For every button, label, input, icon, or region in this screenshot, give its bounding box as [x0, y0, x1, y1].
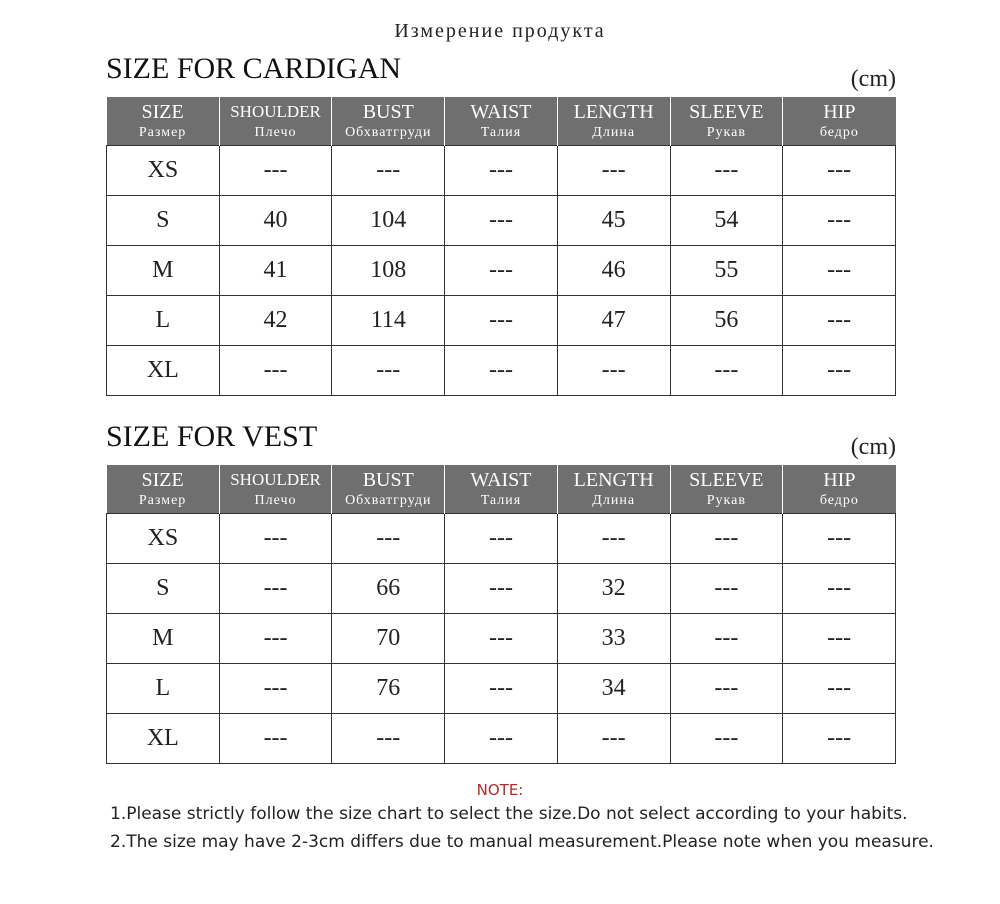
measurement-cell: ---	[557, 714, 670, 764]
column-header-en: SLEEVE	[689, 101, 764, 123]
section-header	[106, 420, 896, 465]
measurement-cell: ---	[332, 146, 445, 196]
measurement-cell: ---	[332, 514, 445, 564]
vest-section	[106, 420, 896, 764]
size-cell: XL	[107, 714, 220, 764]
column-header-bust	[332, 465, 445, 514]
measurement-cell: 55	[670, 246, 783, 296]
column-header-sleeve	[670, 465, 783, 514]
column-header-hip	[783, 97, 896, 146]
measurement-cell: ---	[783, 664, 896, 714]
column-header-size	[107, 465, 220, 514]
column-header-ru: Талия	[480, 125, 522, 140]
table-body	[107, 146, 896, 396]
measurement-cell: ---	[219, 664, 332, 714]
column-header-waist	[445, 97, 558, 146]
measurement-cell: ---	[445, 296, 558, 346]
measurement-cell: ---	[445, 564, 558, 614]
measurement-cell: ---	[219, 614, 332, 664]
column-header-ru: Размер	[138, 125, 187, 140]
measurement-cell: 33	[557, 614, 670, 664]
measurement-cell: 66	[332, 564, 445, 614]
size-cell: M	[107, 614, 220, 664]
column-header-ru: Талия	[480, 493, 522, 508]
column-header-length	[557, 465, 670, 514]
column-header-en: SHOULDER	[230, 470, 321, 489]
measurement-cell: ---	[445, 514, 558, 564]
measurement-cell: ---	[445, 246, 558, 296]
measurement-cell: ---	[670, 514, 783, 564]
measurement-cell: ---	[557, 514, 670, 564]
measurement-cell: ---	[670, 614, 783, 664]
measurement-cell: ---	[783, 346, 896, 396]
measurement-cell: ---	[670, 146, 783, 196]
measurement-cell: ---	[219, 346, 332, 396]
measurement-cell: 46	[557, 246, 670, 296]
column-header-en: SLEEVE	[689, 469, 764, 491]
measurement-cell: ---	[670, 564, 783, 614]
measurement-cell: 47	[557, 296, 670, 346]
column-header-en: HIP	[823, 101, 856, 123]
column-header-ru: Обхватгруди	[345, 125, 432, 140]
note-line: 1.Please strictly follow the size chart to select the size.Do not select according to your habits.	[110, 804, 908, 824]
column-header-en: WAIST	[470, 101, 532, 123]
table-header-row	[107, 465, 896, 514]
column-header-ru: Длина	[592, 125, 636, 140]
table-row	[107, 714, 896, 764]
measurement-cell: 56	[670, 296, 783, 346]
measurement-cell: ---	[445, 614, 558, 664]
column-header-ru: Рукав	[706, 493, 746, 508]
column-header-ru: Рукав	[706, 125, 746, 140]
size-cell: XL	[107, 346, 220, 396]
measurement-cell: ---	[219, 146, 332, 196]
unit-label: (cm)	[850, 434, 896, 460]
column-header-ru: Размер	[138, 493, 187, 508]
note-title: NOTE:	[476, 781, 524, 799]
measurement-cell: ---	[445, 664, 558, 714]
column-header-en: WAIST	[470, 469, 532, 491]
measurement-cell: 70	[332, 614, 445, 664]
column-header-ru: Длина	[592, 493, 636, 508]
measurement-cell: 104	[332, 196, 445, 246]
measurement-cell: ---	[219, 714, 332, 764]
measurement-cell: ---	[783, 246, 896, 296]
measurement-cell: ---	[219, 564, 332, 614]
table-row	[107, 346, 896, 396]
section-title: SIZE FOR CARDIGAN	[106, 52, 402, 85]
measurement-cell: ---	[670, 714, 783, 764]
unit-label: (cm)	[850, 66, 896, 92]
column-header-ru: Плечо	[254, 125, 297, 140]
measurement-cell: ---	[332, 346, 445, 396]
measurement-cell: 41	[219, 246, 332, 296]
column-header-en: SHOULDER	[230, 102, 321, 121]
size-cell: L	[107, 296, 220, 346]
measurement-cell: 42	[219, 296, 332, 346]
column-header-sleeve	[670, 97, 783, 146]
measurement-cell: 34	[557, 664, 670, 714]
column-header-en: BUST	[362, 469, 414, 491]
measurement-cell: 45	[557, 196, 670, 246]
measurement-cell: ---	[783, 714, 896, 764]
column-header-size	[107, 97, 220, 146]
measurement-cell: ---	[445, 146, 558, 196]
note-line: 2.The size may have 2-3cm differs due to manual measurement.Please note when you measure.	[110, 832, 934, 852]
table-row	[107, 196, 896, 246]
table-row	[107, 146, 896, 196]
column-header-en: BUST	[362, 101, 414, 123]
measurement-cell: ---	[670, 346, 783, 396]
measurement-cell: 108	[332, 246, 445, 296]
measurement-cell: 40	[219, 196, 332, 246]
table-row	[107, 514, 896, 564]
size-cell: S	[107, 564, 220, 614]
section-title: SIZE FOR VEST	[106, 420, 318, 453]
column-header-en: SIZE	[141, 469, 184, 491]
measurement-cell: ---	[445, 346, 558, 396]
table-row	[107, 246, 896, 296]
column-header-ru: бедро	[819, 493, 859, 508]
measurement-cell: ---	[557, 346, 670, 396]
measurement-cell: 76	[332, 664, 445, 714]
column-header-ru: бедро	[819, 125, 859, 140]
column-header-ru: Плечо	[254, 493, 297, 508]
table-row	[107, 614, 896, 664]
column-header-en: HIP	[823, 469, 856, 491]
section-header	[106, 52, 896, 97]
column-header-shoulder	[219, 465, 332, 514]
measurement-cell: ---	[783, 564, 896, 614]
cardigan-size-table	[106, 97, 896, 396]
table-row	[107, 296, 896, 346]
measurement-cell: ---	[783, 196, 896, 246]
table-header-row	[107, 97, 896, 146]
measurement-cell: ---	[783, 296, 896, 346]
measurement-cell: 32	[557, 564, 670, 614]
measurement-cell: ---	[557, 146, 670, 196]
column-header-bust	[332, 97, 445, 146]
measurement-cell: ---	[783, 614, 896, 664]
table-body	[107, 514, 896, 764]
size-cell: M	[107, 246, 220, 296]
table-row	[107, 564, 896, 614]
column-header-en: LENGTH	[573, 469, 654, 491]
size-cell: XS	[107, 514, 220, 564]
notes-block	[0, 780, 1000, 856]
vest-size-table	[106, 465, 896, 764]
measurement-cell: ---	[445, 196, 558, 246]
column-header-waist	[445, 465, 558, 514]
measurement-cell: 54	[670, 196, 783, 246]
page-title: Измерение продукта	[394, 20, 606, 42]
measurement-cell: ---	[783, 514, 896, 564]
measurement-cell: 114	[332, 296, 445, 346]
size-cell: XS	[107, 146, 220, 196]
column-header-en: SIZE	[141, 101, 184, 123]
table-row	[107, 664, 896, 714]
measurement-cell: ---	[219, 514, 332, 564]
measurement-cell: ---	[783, 146, 896, 196]
measurement-cell: ---	[670, 664, 783, 714]
column-header-en: LENGTH	[573, 101, 654, 123]
size-cell: S	[107, 196, 220, 246]
column-header-length	[557, 97, 670, 146]
cardigan-section	[106, 52, 896, 396]
measurement-cell: ---	[332, 714, 445, 764]
measurement-cell: ---	[445, 714, 558, 764]
column-header-shoulder	[219, 97, 332, 146]
size-cell: L	[107, 664, 220, 714]
column-header-hip	[783, 465, 896, 514]
column-header-ru: Обхватгруди	[345, 493, 432, 508]
